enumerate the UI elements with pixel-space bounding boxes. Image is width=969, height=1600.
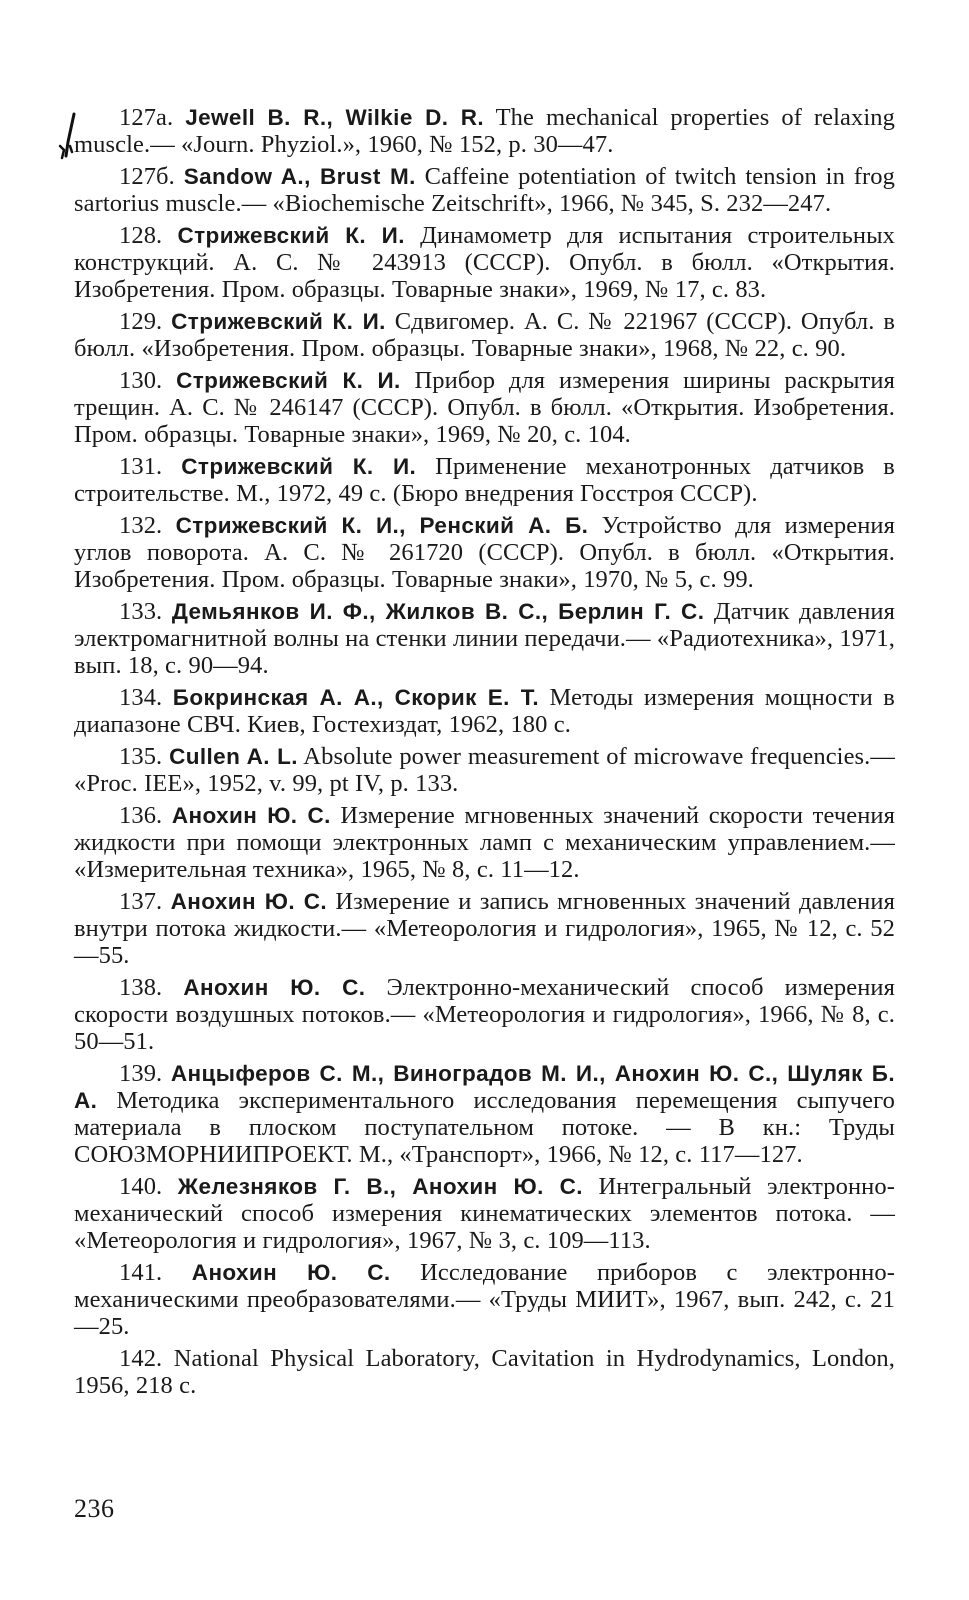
- entry-authors: Анохин Ю. С.: [183, 975, 366, 1000]
- entry-text: Absolute power measurement of microwave frequencies.— «Proc. IEE», 1952, v. 99, pt IV, p. 133.: [74, 743, 896, 797]
- entry-number: 141.: [119, 1259, 163, 1286]
- entry-number: 133.: [119, 598, 163, 625]
- entry-authors: Анохин Ю. С.: [191, 1260, 391, 1285]
- entry-authors: Железняков Г. В., Анохин Ю. С.: [177, 1174, 583, 1199]
- bibliography-entry-134: [74, 684, 895, 738]
- page-number: 236: [74, 1494, 115, 1523]
- entry-number: 134.: [119, 684, 163, 711]
- entry-number: 127б.: [119, 163, 175, 190]
- entry-text: Сдвигомер. А. С. № 221967 (СССР). Опубл. в бюлл. «Изобретения. Пром. образцы. Товарные знаки», 1968, № 22, с. 90.: [74, 308, 895, 362]
- bibliography-list: [74, 104, 895, 1404]
- bibliography-entry-127a: [74, 104, 895, 158]
- entry-number: 140.: [119, 1173, 163, 1200]
- entry-authors: Демьянков И. Ф., Жилков В. С., Берлин Г. С.: [171, 599, 705, 624]
- entry-number: 136.: [119, 802, 163, 829]
- entry-text: Измерение и запись мгновенных значений давления внутри потока жидкости.— «Метеорология и гидрология», 1965, № 12, с. 52—55.: [74, 888, 895, 969]
- entry-authors: Стрижевский К. И.: [171, 309, 386, 334]
- entry-text: Датчик давления электромагнитной волны на стенки линии передачи.— «Радиотехника», 1971, вып. 18, с. 90—94.: [74, 598, 895, 679]
- entry-authors: Анцыферов С. М., Виноградов М. И., Анохин Ю. С., Шуляк Б. А.: [74, 1061, 895, 1113]
- entry-number: 131.: [119, 453, 163, 480]
- entry-number: 128.: [119, 222, 163, 249]
- entry-number: 137.: [119, 888, 163, 915]
- entry-text: Устройство для измерения углов поворота. А. С. № 261720 (СССР). Опубл. в бюлл. «Открытия. Изобретения. Пром. образцы. Товарные знаки», 1970, № 5, с. 99.: [74, 512, 895, 593]
- entry-number: 129.: [119, 308, 163, 335]
- entry-text: Методика экспериментального исследования перемещения сыпучего материала в плоском поступательном потоке. — В кн.: Труды СОЮЗМОРНИИПРОЕКТ. М., «Транспорт», 1966, № 12, с. 117—127.: [74, 1087, 895, 1168]
- bibliography-entry-141: [74, 1259, 895, 1340]
- entry-text: Измерение мгновенных значений скорости течения жидкости при помощи электронных ламп с механическим управлением.— «Измерительная техника», 1965, № 8, с. 11—12.: [74, 802, 896, 883]
- bibliography-entry-138: [74, 974, 895, 1055]
- entry-authors: Анохин Ю. С.: [170, 889, 328, 914]
- entry-authors: Стрижевский К. И., Ренский А. Б.: [175, 513, 589, 538]
- bibliography-entry-136: [74, 802, 895, 883]
- entry-text: Исследование приборов с электронно-механическими преобразователями.— «Труды МИИТ», 1967, вып. 242, с. 21—25.: [74, 1259, 896, 1340]
- entry-number: 139.: [119, 1060, 163, 1087]
- entry-text: The mechanical properties of relaxing muscle.— «Journ. Phyziol.», 1960, № 152, p. 30—47.: [74, 104, 895, 158]
- entry-number: 132.: [119, 512, 163, 539]
- entry-text: Методы измерения мощности в диапазоне СВЧ. Киев, Гостехиздат, 1962, 180 с.: [74, 684, 895, 738]
- entry-authors: Стрижевский К. И.: [181, 454, 417, 479]
- entry-number: 142.: [119, 1345, 163, 1372]
- entry-number: 135.: [119, 743, 163, 770]
- bibliography-entry-127b: [74, 163, 895, 217]
- bibliography-entry-142: [74, 1345, 895, 1399]
- entry-text: Интегральный электронно-механический способ измерения кинематических элементов потока. — «Метеорология и гидрология», 1967, № 3, с. 109—113.: [74, 1173, 895, 1254]
- entry-authors: Cullen A. L.: [169, 744, 298, 769]
- entry-authors: Стрижевский К. И.: [177, 223, 405, 248]
- bibliography-entry-132: [74, 512, 895, 593]
- bibliography-entry-130: [74, 367, 895, 448]
- entry-number: 138.: [119, 974, 163, 1001]
- bibliography-entry-128: [74, 222, 895, 303]
- bibliography-entry-131: [74, 453, 895, 507]
- bibliography-entry-133: [74, 598, 895, 679]
- entry-number: 130.: [119, 367, 163, 394]
- entry-authors: Jewell B. R., Wilkie D. R.: [185, 105, 485, 130]
- bibliography-entry-135: [74, 743, 895, 797]
- entry-text: Динамометр для испытания строительных конструкций. А. С. № 243913 (СССР). Опубл. в бюлл. «Открытия. Изобретения. Пром. образцы. Товарные знаки», 1969, № 17, с. 83.: [74, 222, 895, 303]
- entry-text: Электронно-механический способ измерения скорости воздушных потоков.— «Метеорология и гидрология», 1966, № 8, с. 50—51.: [74, 974, 895, 1055]
- entry-text: Прибор для измерения ширины раскрытия трещин. А. С. № 246147 (СССР). Опубл. в бюлл. «Открытия. Изобретения. Пром. образцы. Товарные знаки», 1969, № 20, с. 104.: [74, 367, 895, 448]
- entry-authors: Sandow A., Brust M.: [183, 164, 416, 189]
- bibliography-entry-140: [74, 1173, 895, 1254]
- entry-authors: Стрижевский К. И.: [176, 368, 401, 393]
- bibliography-entry-139: [74, 1060, 895, 1168]
- entry-number: 127а.: [119, 104, 174, 131]
- entry-authors: Бокринская А. А., Скорик Е. Т.: [172, 685, 540, 710]
- bibliography-entry-137: [74, 888, 895, 969]
- entry-text: Caffeine potentiation of twitch tension in frog sartorius muscle.— «Biochemische Zeitschrift», 1966, № 345, S. 232—247.: [74, 163, 895, 217]
- entry-text: Применение механотронных датчиков в строительстве. М., 1972, 49 с. (Бюро внедрения Госстроя СССР).: [74, 453, 895, 507]
- entry-text: National Physical Laboratory, Cavitation in Hydrodynamics, London, 1956, 218 с.: [74, 1345, 895, 1399]
- bibliography-entry-129: [74, 308, 895, 362]
- entry-authors: Анохин Ю. С.: [171, 803, 331, 828]
